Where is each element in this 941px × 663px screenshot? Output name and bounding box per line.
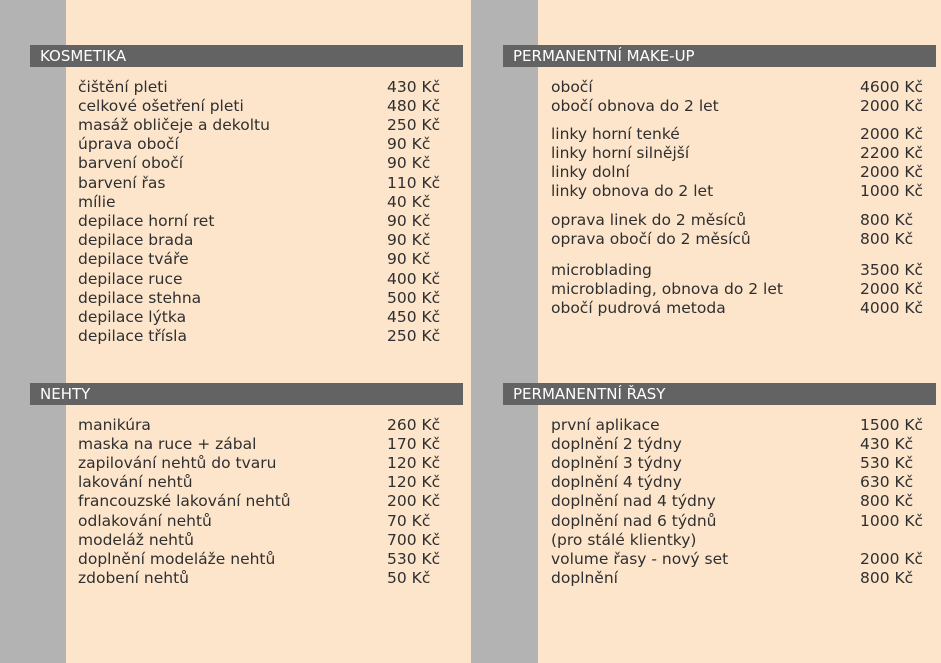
service-price: 400 Kč xyxy=(387,270,441,288)
service-name: depilace brada xyxy=(78,231,194,249)
service-price: 50 Kč xyxy=(387,569,431,587)
section-header-permanent-rasy: PERMANENTNÍ ŘASY xyxy=(503,383,936,405)
service-name: depilace horní ret xyxy=(78,212,215,230)
service-price: 250 Kč xyxy=(387,327,441,345)
service-price: 2000 Kč xyxy=(860,550,924,568)
service-price: 90 Kč xyxy=(387,212,431,230)
service-price: 260 Kč xyxy=(387,416,441,434)
service-name: obočí xyxy=(551,78,593,96)
service-name: depilace lýtka xyxy=(78,308,187,326)
service-price: 800 Kč xyxy=(860,230,914,248)
service-name: microblading, obnova do 2 let xyxy=(551,280,783,298)
section-header-permanent-makeup: PERMANENTNÍ MAKE-UP xyxy=(503,45,936,67)
service-price: 630 Kč xyxy=(860,473,914,491)
service-name: (pro stálé klientky) xyxy=(551,531,697,549)
service-name: modeláž nehtů xyxy=(78,531,194,549)
service-name: doplnění 4 týdny xyxy=(551,473,682,491)
service-price: 2000 Kč xyxy=(860,280,924,298)
service-name: mílie xyxy=(78,193,116,211)
service-name: doplnění nad 6 týdnů xyxy=(551,512,717,530)
service-name: doplnění 3 týdny xyxy=(551,454,682,472)
service-name: obočí obnova do 2 let xyxy=(551,97,719,115)
service-price: 90 Kč xyxy=(387,154,431,172)
service-price: 450 Kč xyxy=(387,308,441,326)
service-price: 530 Kč xyxy=(860,454,914,472)
service-name: barvení řas xyxy=(78,174,166,192)
service-name: lakování nehtů xyxy=(78,473,193,491)
service-price: 2000 Kč xyxy=(860,163,924,181)
service-price: 3500 Kč xyxy=(860,261,924,279)
service-price: 1000 Kč xyxy=(860,512,924,530)
service-name: linky horní silnější xyxy=(551,144,690,162)
service-name: depilace třísla xyxy=(78,327,187,345)
service-name: celkové ošetření pleti xyxy=(78,97,244,115)
section-header-kosmetika: KOSMETIKA xyxy=(30,45,463,67)
service-price: 430 Kč xyxy=(860,435,914,453)
service-price: 120 Kč xyxy=(387,473,441,491)
section-header-nehty: NEHTY xyxy=(30,383,463,405)
left-gray-stripe xyxy=(0,0,66,663)
service-price: 800 Kč xyxy=(860,569,914,587)
right-gray-stripe xyxy=(471,0,538,663)
service-name: depilace stehna xyxy=(78,289,202,307)
service-price: 90 Kč xyxy=(387,231,431,249)
service-name: doplnění xyxy=(551,569,618,587)
service-name: doplnění 2 týdny xyxy=(551,435,682,453)
service-price: 2200 Kč xyxy=(860,144,924,162)
service-name: odlakování nehtů xyxy=(78,512,212,530)
service-price: 90 Kč xyxy=(387,135,431,153)
service-price: 430 Kč xyxy=(387,78,441,96)
service-price: 500 Kč xyxy=(387,289,441,307)
service-name: manikúra xyxy=(78,416,151,434)
service-name: zdobení nehtů xyxy=(78,569,189,587)
service-price: 110 Kč xyxy=(387,174,441,192)
service-price: 800 Kč xyxy=(860,492,914,510)
service-name: linky dolní xyxy=(551,163,630,181)
service-price: 4600 Kč xyxy=(860,78,924,96)
service-name: depilace ruce xyxy=(78,270,183,288)
service-name: linky horní tenké xyxy=(551,125,680,143)
service-name: microblading xyxy=(551,261,652,279)
service-price: 250 Kč xyxy=(387,116,441,134)
service-name: zapilování nehtů do tvaru xyxy=(78,454,277,472)
service-price: 700 Kč xyxy=(387,531,441,549)
service-name: masáž obličeje a dekoltu xyxy=(78,116,270,134)
service-price: 4000 Kč xyxy=(860,299,924,317)
service-name: obočí pudrová metoda xyxy=(551,299,726,317)
service-price: 480 Kč xyxy=(387,97,441,115)
service-price: 2000 Kč xyxy=(860,125,924,143)
service-name: úprava obočí xyxy=(78,135,179,153)
service-name: depilace tváře xyxy=(78,250,189,268)
service-name: doplnění nad 4 týdny xyxy=(551,492,716,510)
service-name: francouzské lakování nehtů xyxy=(78,492,291,510)
service-name: volume řasy - nový set xyxy=(551,550,729,568)
service-name: oprava linek do 2 měsíců xyxy=(551,211,747,229)
service-price: 1500 Kč xyxy=(860,416,924,434)
service-price: 800 Kč xyxy=(860,211,914,229)
service-price: 40 Kč xyxy=(387,193,431,211)
service-price: 200 Kč xyxy=(387,492,441,510)
service-name: oprava obočí do 2 měsíců xyxy=(551,230,751,248)
service-price: 170 Kč xyxy=(387,435,441,453)
service-price: 1000 Kč xyxy=(860,182,924,200)
service-name: barvení obočí xyxy=(78,154,184,172)
service-name: první aplikace xyxy=(551,416,660,434)
service-name: čištění pleti xyxy=(78,78,168,96)
service-name: maska na ruce + zábal xyxy=(78,435,257,453)
service-price: 120 Kč xyxy=(387,454,441,472)
service-price: 2000 Kč xyxy=(860,97,924,115)
service-name: doplnění modeláže nehtů xyxy=(78,550,276,568)
service-price: 90 Kč xyxy=(387,250,431,268)
service-price: 530 Kč xyxy=(387,550,441,568)
service-price: 70 Kč xyxy=(387,512,431,530)
service-name: linky obnova do 2 let xyxy=(551,182,714,200)
